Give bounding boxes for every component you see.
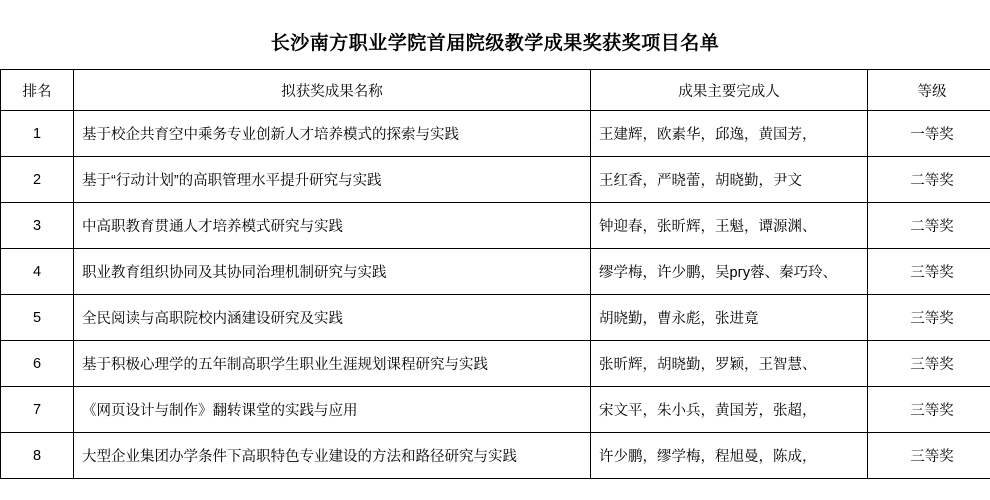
table-row [1,111,990,157]
table-row [1,341,990,387]
table-row [1,203,990,249]
cell-people: 胡晓勤，曹永彪，张进竟 [591,295,868,341]
table-row [1,249,990,295]
column-header-people: 成果主要完成人 [591,70,868,111]
cell-people: 许少鹏，缪学梅，程旭曼，陈成， [591,433,868,479]
table-header-row [1,70,990,111]
cell-rank: 6 [1,341,74,387]
cell-name: 职业教育组织协同及其协同治理机制研究与实践 [74,249,591,295]
table-row [1,387,990,433]
cell-rank: 2 [1,157,74,203]
cell-name: 基于“行动计划”的高职管理水平提升研究与实践 [74,157,591,203]
cell-name: 《网页设计与制作》翻转课堂的实践与应用 [74,387,591,433]
cell-rank: 5 [1,295,74,341]
award-list-table [0,69,990,479]
cell-name: 全民阅读与高职院校内涵建设研究及实践 [74,295,591,341]
cell-level: 三等奖 [868,295,990,341]
table-row [1,157,990,203]
table-row [1,295,990,341]
column-header-name: 拟获奖成果名称 [74,70,591,111]
cell-rank: 7 [1,387,74,433]
page-title: 长沙南方职业学院首届院级教学成果奖获奖项目名单 [270,33,720,54]
cell-level: 一等奖 [868,111,990,157]
cell-people: 王建辉，欧素华，邱逸，黄国芳， [591,111,868,157]
cell-rank: 8 [1,433,74,479]
cell-people: 宋文平，朱小兵，黄国芳，张超， [591,387,868,433]
cell-name: 大型企业集团办学条件下高职特色专业建设的方法和路径研究与实践 [74,433,591,479]
column-header-rank: 排名 [1,70,74,111]
cell-rank: 3 [1,203,74,249]
cell-people: 张昕辉，胡晓勤，罗颖，王智慧、 [591,341,868,387]
cell-people: 王红香，严晓蕾，胡晓勤，尹文 [591,157,868,203]
cell-people: 钟迎春，张昕辉，王魁，谭源渊、 [591,203,868,249]
cell-rank: 1 [1,111,74,157]
cell-name: 基于积极心理学的五年制高职学生职业生涯规划课程研究与实践 [74,341,591,387]
cell-level: 三等奖 [868,249,990,295]
cell-rank: 4 [1,249,74,295]
cell-name: 中高职教育贯通人才培养模式研究与实践 [74,203,591,249]
table-header [1,70,990,111]
column-header-level: 等级 [868,70,990,111]
cell-people: 缪学梅，许少鹏，吴ргу蓉、秦巧玲、 [591,249,868,295]
table-body [1,111,990,479]
table-row [1,433,990,479]
cell-level: 二等奖 [868,203,990,249]
cell-level: 二等奖 [868,157,990,203]
cell-name: 基于校企共育空中乘务专业创新人才培养模式的探索与实践 [74,111,591,157]
cell-level: 三等奖 [868,387,990,433]
cell-level: 三等奖 [868,341,990,387]
cell-level: 三等奖 [868,433,990,479]
